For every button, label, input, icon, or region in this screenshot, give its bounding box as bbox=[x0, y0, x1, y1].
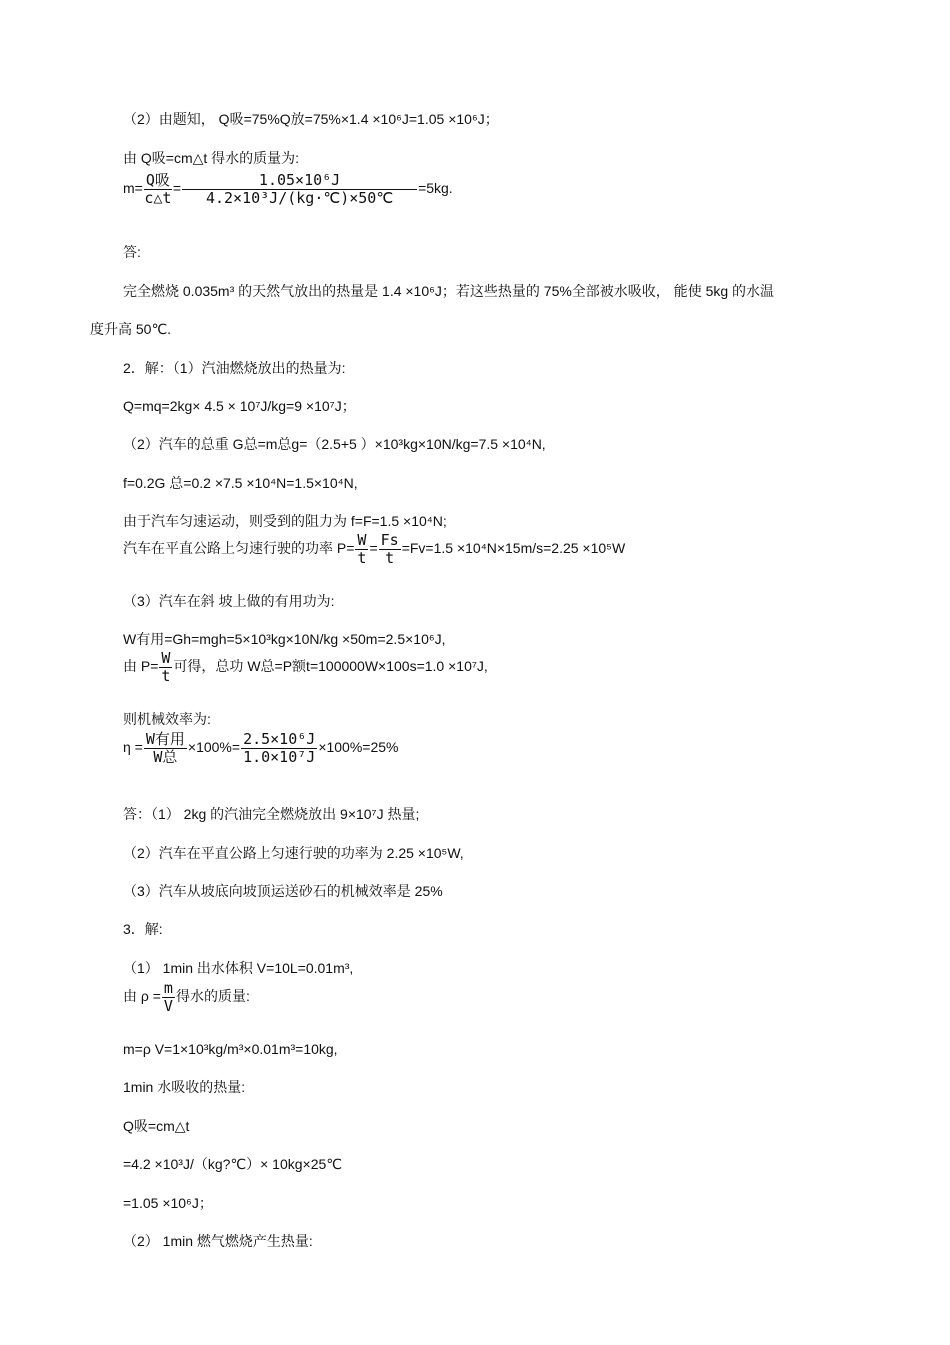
text-line: （2） 1min 燃气燃烧产生热量: bbox=[123, 1233, 313, 1249]
numerator: Fs bbox=[380, 531, 399, 549]
formula-line bbox=[123, 532, 625, 567]
formula-text: m= bbox=[123, 180, 143, 197]
numerator: Q吸 bbox=[145, 171, 170, 189]
formula-text: 由 P= bbox=[123, 658, 159, 675]
formula-text: ×100%= bbox=[187, 739, 241, 756]
text-line: 由 Q吸=cm△t 得水的质量为: bbox=[123, 150, 300, 166]
text-line: 答: bbox=[123, 244, 141, 260]
formula-text: 可得，总功 W总=P额t=100000W×100s=1.0 ×10⁷J, bbox=[173, 658, 488, 675]
text-line: （3）汽车在斜 坡上做的有用功为: bbox=[123, 593, 335, 609]
fraction bbox=[144, 731, 187, 766]
text-line: 完全燃烧 0.035m³ 的天然气放出的热量是 1.4 ×10⁶J；若这些热量的 75%全部被水吸收， 能使 5kg 的水温 bbox=[123, 283, 775, 299]
formula-text: η = bbox=[123, 739, 143, 756]
text-line: f=0.2G 总=0.2 ×7.5 ×10⁴N=1.5×10⁴N, bbox=[123, 475, 358, 491]
text-line: Q=mq=2kg× 4.5 × 10⁷J/kg=9 ×10⁷J； bbox=[123, 398, 356, 414]
fraction bbox=[241, 731, 317, 766]
fraction bbox=[379, 532, 401, 567]
text-line: 则机械效率为: bbox=[123, 711, 211, 727]
numerator: W bbox=[357, 531, 367, 549]
text-line: W有用=Gh=mgh=5×10³kg×10N/kg ×50m=2.5×10⁶J, bbox=[123, 631, 446, 647]
formula-text: 汽车在平直公路上匀速行驶的功率 P= bbox=[123, 540, 355, 557]
formula-text: =5kg. bbox=[418, 180, 453, 197]
text-line: （2）由题知， Q吸=75%Q放=75%×1.4 ×10⁶J=1.05 ×10⁶J； bbox=[123, 111, 499, 127]
formula-text: ×100%=25% bbox=[318, 739, 399, 756]
denominator: 4.2×10³J/(kg·℃)×50℃ bbox=[205, 189, 394, 207]
fraction bbox=[182, 172, 417, 207]
numerator: 1.05×10⁶J bbox=[182, 172, 417, 190]
numerator: W有用 bbox=[145, 730, 185, 748]
formula-line bbox=[123, 172, 453, 207]
text-line: 2．解：（1）汽油燃烧放出的热量为: bbox=[123, 360, 346, 376]
text-line: =4.2 ×10³J/（kg?℃）× 10kg×25℃ bbox=[123, 1156, 343, 1172]
formula-line bbox=[123, 650, 488, 685]
text-line: 1min 水吸收的热量: bbox=[123, 1079, 246, 1095]
denominator: V bbox=[163, 997, 173, 1015]
text-line: （1） 1min 出水体积 V=10L=0.01m³, bbox=[123, 960, 354, 976]
text-line: m=ρ V=1×10³kg/m³×0.01m³=10kg, bbox=[123, 1041, 338, 1057]
denominator: 1.0×10⁷J bbox=[243, 748, 316, 766]
numerator: m bbox=[163, 979, 173, 997]
numerator: W bbox=[161, 649, 171, 667]
formula-text: 由 ρ = bbox=[123, 988, 161, 1005]
text-line: Q吸=cm△t bbox=[123, 1118, 190, 1134]
formula-text: 得水的质量: bbox=[175, 988, 250, 1005]
formula-text: =Fv=1.5 ×10⁴N×15m/s=2.25 ×10⁵W bbox=[401, 540, 626, 557]
denominator: t bbox=[357, 549, 367, 567]
text-line: （2）汽车的总重 G总=m总g=（2.5+5 ）×10³kg×10N/kg=7.5 ×10⁴N, bbox=[123, 436, 546, 452]
text-line: 3．解: bbox=[123, 921, 163, 937]
text-line: 答：（1） 2kg 的汽油完全燃烧放出 9×10⁷J 热量; bbox=[123, 806, 420, 822]
fraction bbox=[162, 980, 175, 1015]
text-line: 由于汽车匀速运动，则受到的阻力为 f=F=1.5 ×10⁴N; bbox=[123, 513, 447, 529]
denominator: c△t bbox=[144, 189, 172, 207]
formula-line bbox=[123, 980, 250, 1015]
denominator: t bbox=[161, 667, 171, 685]
denominator: t bbox=[385, 549, 395, 567]
text-line: （2）汽车在平直公路上匀速行驶的功率为 2.25 ×10⁵W, bbox=[123, 845, 464, 861]
formula-text: = bbox=[369, 540, 378, 557]
fraction bbox=[144, 172, 172, 207]
text-line: =1.05 ×10⁶J； bbox=[123, 1195, 213, 1211]
formula-line bbox=[123, 731, 399, 766]
formula-text: = bbox=[172, 180, 182, 197]
text-line: （3）汽车从坡底向坡顶运送砂石的机械效率是 25% bbox=[123, 883, 443, 899]
fraction bbox=[355, 532, 368, 567]
fraction bbox=[159, 650, 172, 685]
numerator: 2.5×10⁶J bbox=[243, 730, 316, 748]
text-line: 度升高 50℃. bbox=[90, 321, 172, 337]
denominator: W总 bbox=[153, 748, 178, 766]
